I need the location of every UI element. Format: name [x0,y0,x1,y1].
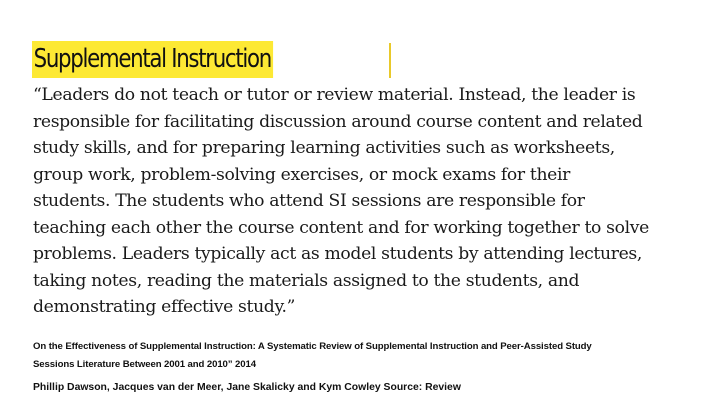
accent-divider [389,43,391,78]
authors-source-text: Phillip Dawson, Jacques van der Meer, Jane Skalicky and Kym Cowley Source: Review [33,382,461,393]
slide-title: Supplemental Instruction [32,41,273,78]
citation-text: On the Effectiveness of Supplemental Instruction: A Systematic Review of Supplemental Instruction and Peer-Assisted Study Sessions Literature Between 2001 and 2010” 2014 [33,341,592,370]
quote-text: “Leaders do not teach or tutor or review material. Instead, the leader is responsible for facilitating discussion around course content and related study skills, and for preparing learning activities such as worksheets, group work, problem-solving exercises, or mock exams for their students. The students who attend SI sessions are responsible for teaching each other the course content and for working together to solve problems. Leaders typically act as model students by attending lectures, taking notes, reading the materials assigned to the students, and demonstrating effective study.” [33,85,649,317]
